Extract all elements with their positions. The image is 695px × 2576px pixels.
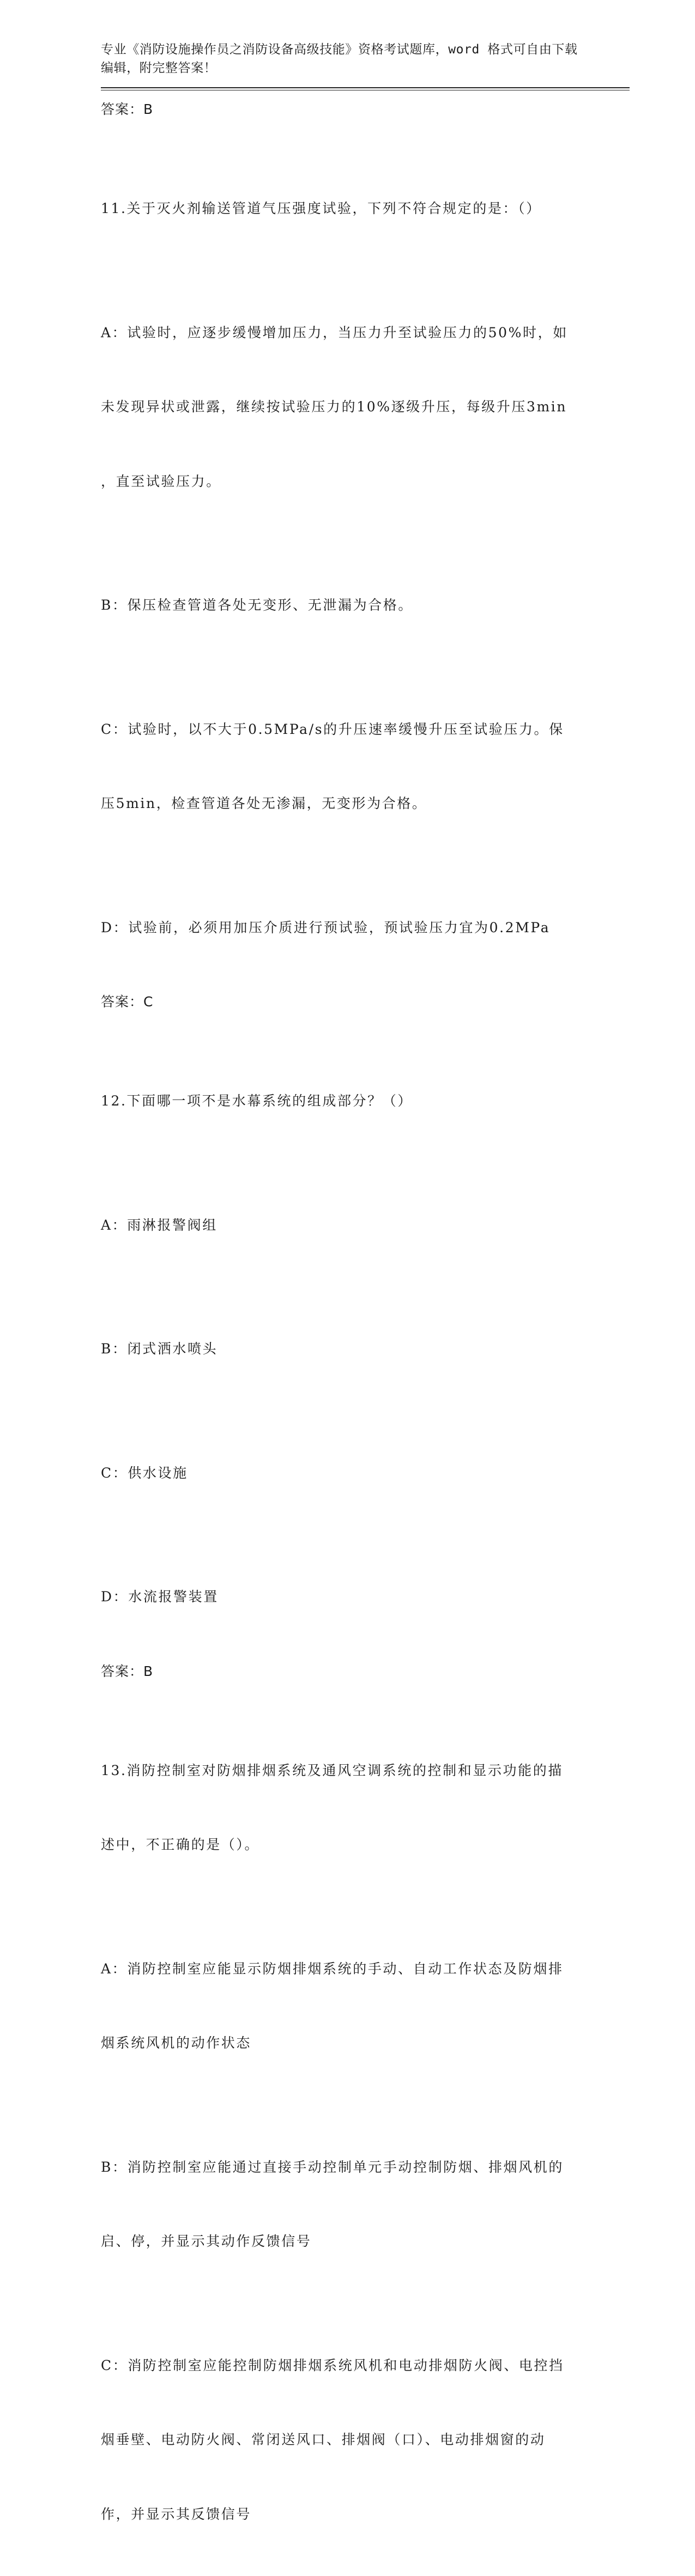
option-line: A：雨淋报警阀组 — [101, 1213, 624, 1238]
option-line: D：水流报警装置 — [101, 1584, 624, 1609]
question-stem — [101, 147, 624, 271]
option-line: 烟垂壁、电动防火阀、常闭送风口、排烟阀（口）、电动排烟窗的动 — [101, 2427, 624, 2452]
option-line: C：供水设施 — [101, 1461, 624, 1486]
option-d — [101, 1535, 624, 1659]
question-11 — [101, 147, 624, 1014]
option-line: C：消防控制室应能控制防烟排烟系统风机和电动排烟防火阀、电控挡 — [101, 2353, 624, 2378]
question-stem — [101, 1709, 624, 1907]
option-line: B：消防控制室应能通过直接手动控制单元手动控制防烟、排烟风机的 — [101, 2155, 624, 2180]
option-c — [101, 2304, 624, 2576]
option-line: 未发现异状或泄露，继续按试验压力的10%逐级升压，每级升压3min — [101, 394, 624, 420]
document-page — [101, 0, 624, 2576]
stem-line: 述中，不正确的是（）。 — [101, 1832, 624, 1857]
option-line: D：试验前，必须用加压介质进行预试验，预试验压力宜为0.2MPa — [101, 915, 624, 940]
option-line: 启、停，并显示其动作反馈信号 — [101, 2229, 624, 2254]
header-divider — [101, 87, 630, 90]
answer-previous: 答案：B — [101, 97, 624, 121]
document-header — [101, 40, 581, 77]
option-c — [101, 1411, 624, 1535]
option-line: C：试验时，以不大于0.5MPa/s的升压速率缓慢升压至试验压力。保 — [101, 717, 624, 742]
option-b — [101, 1287, 624, 1411]
answer: 答案：C — [101, 989, 624, 1014]
option-line: ，直至试验压力。 — [101, 469, 624, 494]
divider-thick-line — [101, 87, 630, 88]
option-line: 作，并显示其反馈信号 — [101, 2502, 624, 2527]
option-d — [101, 866, 624, 990]
option-line: B：闭式洒水喷头 — [101, 1336, 624, 1362]
question-13 — [101, 1709, 624, 2576]
header-title: 专业《消防设施操作员之消防设备高级技能》资格考试题库，word 格式可自由下载编辑，附完整答案！ — [101, 42, 578, 75]
option-a — [101, 1163, 624, 1287]
option-c — [101, 667, 624, 866]
stem-line: 13.消防控制室对防烟排烟系统及通风空调系统的控制和显示功能的描 — [101, 1758, 624, 1783]
option-a — [101, 1907, 624, 2105]
option-b — [101, 2105, 624, 2304]
option-line: A：消防控制室应能显示防烟排烟系统的手动、自动工作状态及防烟排 — [101, 1957, 624, 1982]
option-a — [101, 271, 624, 544]
stem-line: 12.下面哪一项不是水幕系统的组成部分？（） — [101, 1089, 624, 1114]
option-b — [101, 543, 624, 667]
option-line: 压5min，检查管道各处无渗漏，无变形为合格。 — [101, 791, 624, 816]
question-12 — [101, 1039, 624, 1684]
option-line: A：试验时，应逐步缓慢增加压力，当压力升至试验压力的50%时，如 — [101, 320, 624, 345]
stem-line: 11.关于灭火剂输送管道气压强度试验，下列不符合规定的是：（） — [101, 196, 624, 221]
question-stem — [101, 1039, 624, 1163]
answer: 答案：B — [101, 1659, 624, 1684]
option-line: B：保压检查管道各处无变形、无泄漏为合格。 — [101, 593, 624, 618]
option-line: 烟系统风机的动作状态 — [101, 2031, 624, 2056]
